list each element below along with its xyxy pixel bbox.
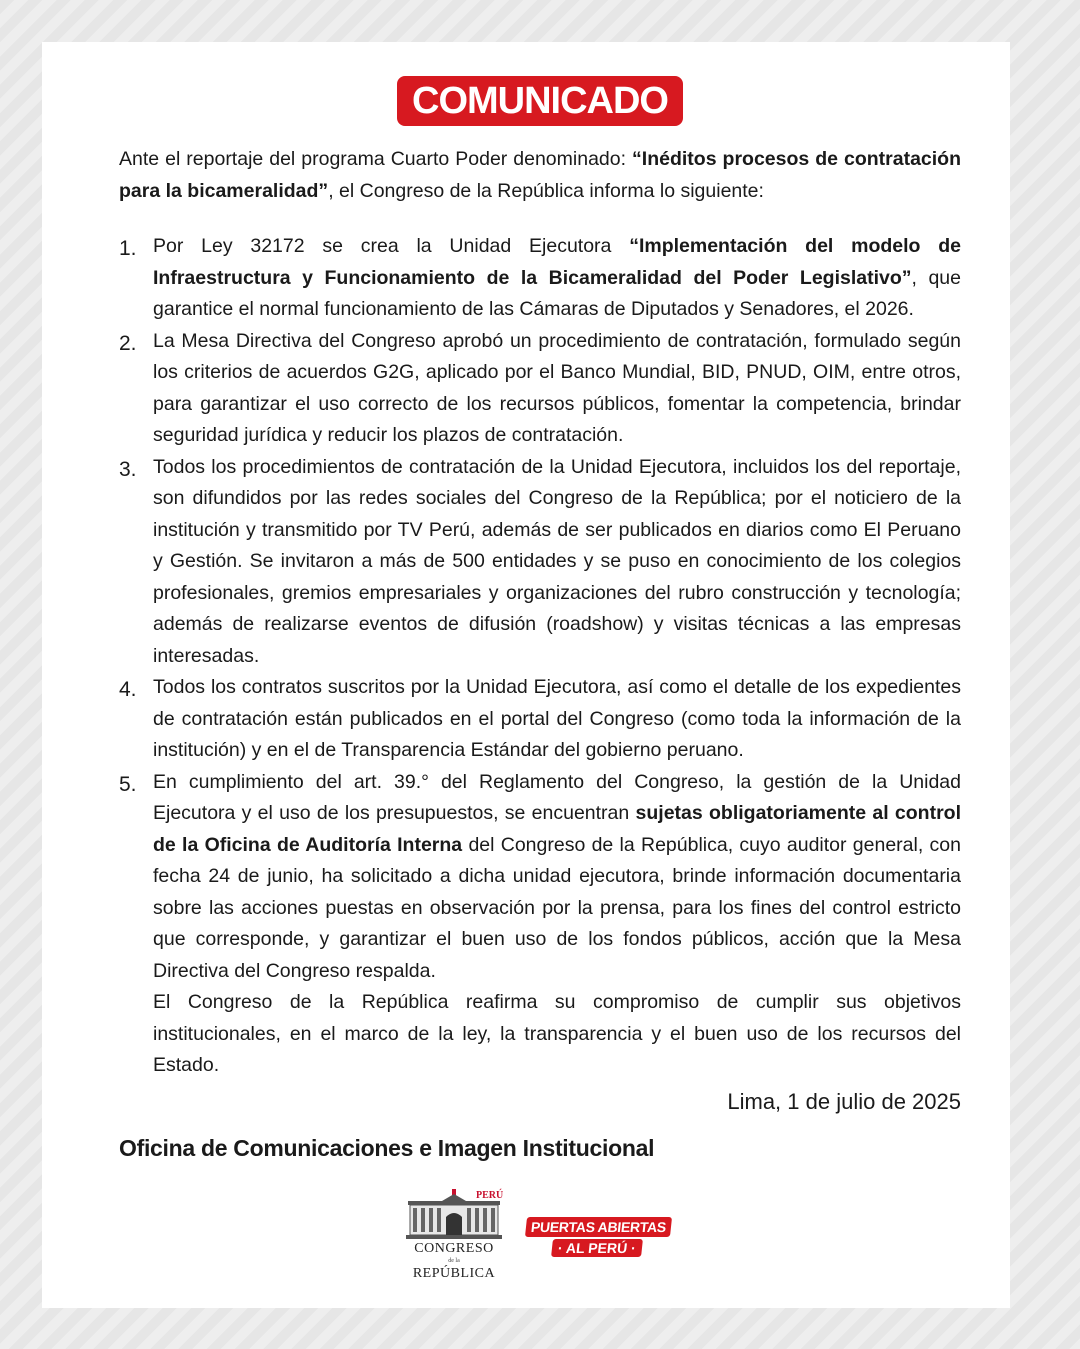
point-bold-text: “Implementación del modelo de Infraestructura y Funcionamiento de la Bicameralidad del Poder Legislativo” <box>153 235 962 289</box>
republica-wordmark: REPÚBLICA <box>412 1266 496 1281</box>
point-number: 1. <box>119 237 137 260</box>
congreso-logo <box>404 1187 504 1287</box>
intro-report-title: “Inéditos procesos de contratación para la bicameralidad” <box>119 148 962 202</box>
intro-paragraph <box>119 144 961 207</box>
puertas-abiertas-logo <box>526 1217 671 1258</box>
intro-text: Ante el reportaje del programa Cuarto Poder denominado: <box>119 148 633 170</box>
point-number: 2. <box>119 331 137 355</box>
point-text-end: , que garantice el normal funcionamiento de las Cámaras de Diputados y Senadores, el 2026. <box>153 266 961 320</box>
point-text: Por Ley 32172 se crea la Unidad Ejecutora <box>153 235 630 257</box>
point-5 <box>119 767 961 988</box>
point-text: Todos los procedimientos de contratación de la Unidad Ejecutora, incluidos los del reportaje, son difundidos por las redes sociales del Congreso de la República; por el noticiero de la institución y transmitido por TV Perú, además de ser publicados en diarios como El Peruano y Gestión. Se invitaron a más de 500 entidades y se puso en conocimiento de los colegios profesionales, gremios empresariales y organizaciones del rubro construcción y tecnología; además de realizarse eventos de difusión (roadshow) y visitas técnicas a las empresas interesadas. <box>153 455 961 667</box>
communique-body <box>119 144 961 1165</box>
puertas-abiertas-label: PUERTAS ABIERTAS <box>525 1217 672 1237</box>
communique-card <box>42 42 1010 1308</box>
comunicado-badge: COMUNICADO <box>397 76 683 126</box>
closing-paragraph: El Congreso de la República reafirma su compromiso de cumplir sus objetivos institucionales, en el marco de la ley, la transparencia y el buen uso de los recursos del Estado. <box>153 991 961 1076</box>
al-peru-label: · AL PERÚ · <box>551 1239 643 1257</box>
point-text-end: del Congreso de la República, cuyo auditor general, con fecha 24 de junio, ha solicitado a dicha unidad ejecutora, brinde información documentaria sobre las acciones puestas en observación por la prensa, para los fines del control estricto que corresponde, y garantizar el buen uso de los fondos públicos, acción que la Mesa Directiva del Congreso respalda. <box>153 833 961 982</box>
point-text: En cumplimiento del art. 39.° del Reglamento del Congreso, la gestión de la Unidad Ejecutora y el uso de los presupuestos, se encuentran <box>153 770 961 824</box>
point-number: 3. <box>119 457 137 481</box>
date-line: Lima, 1 de julio de 2025 <box>727 1088 961 1114</box>
point-text: Todos los contratos suscritos por la Unidad Ejecutora, así como el detalle de los expedientes de contratación están publicados en el portal del Congreso (como toda la información de la institución) y en el de Transparencia Estándar del gobierno peruano. <box>153 676 961 761</box>
issuing-office: Oficina de Comunicaciones e Imagen Institucional <box>119 1135 655 1161</box>
point-text: La Mesa Directiva del Congreso aprobó un procedimiento de contratación, formulado según los criterios de acuerdos G2G, aplicado por el Banco Mundial, BID, PNUD, OIM, entre otros, para garantizar el uso correcto de los recursos públicos, fomentar la competencia, brindar seguridad jurídica y reducir los plazos de contratación. <box>153 329 961 446</box>
logos-row <box>404 1187 684 1287</box>
peru-tag: PERÚ <box>476 1190 504 1201</box>
congreso-connector: de la <box>448 1258 460 1264</box>
point-1 <box>119 231 961 326</box>
point-2 <box>119 326 961 452</box>
point-3 <box>119 452 961 673</box>
point-number: 4. <box>119 678 137 701</box>
point-4 <box>119 672 961 767</box>
intro-text-end: , el Congreso de la República informa lo siguiente: <box>328 179 764 202</box>
point-number: 5. <box>119 772 137 796</box>
congreso-wordmark: CONGRESO <box>414 1241 494 1256</box>
points-list <box>119 231 961 987</box>
point-bold-text: sujetas obligatoriamente al control de la Oficina de Auditoría Interna <box>153 802 961 856</box>
